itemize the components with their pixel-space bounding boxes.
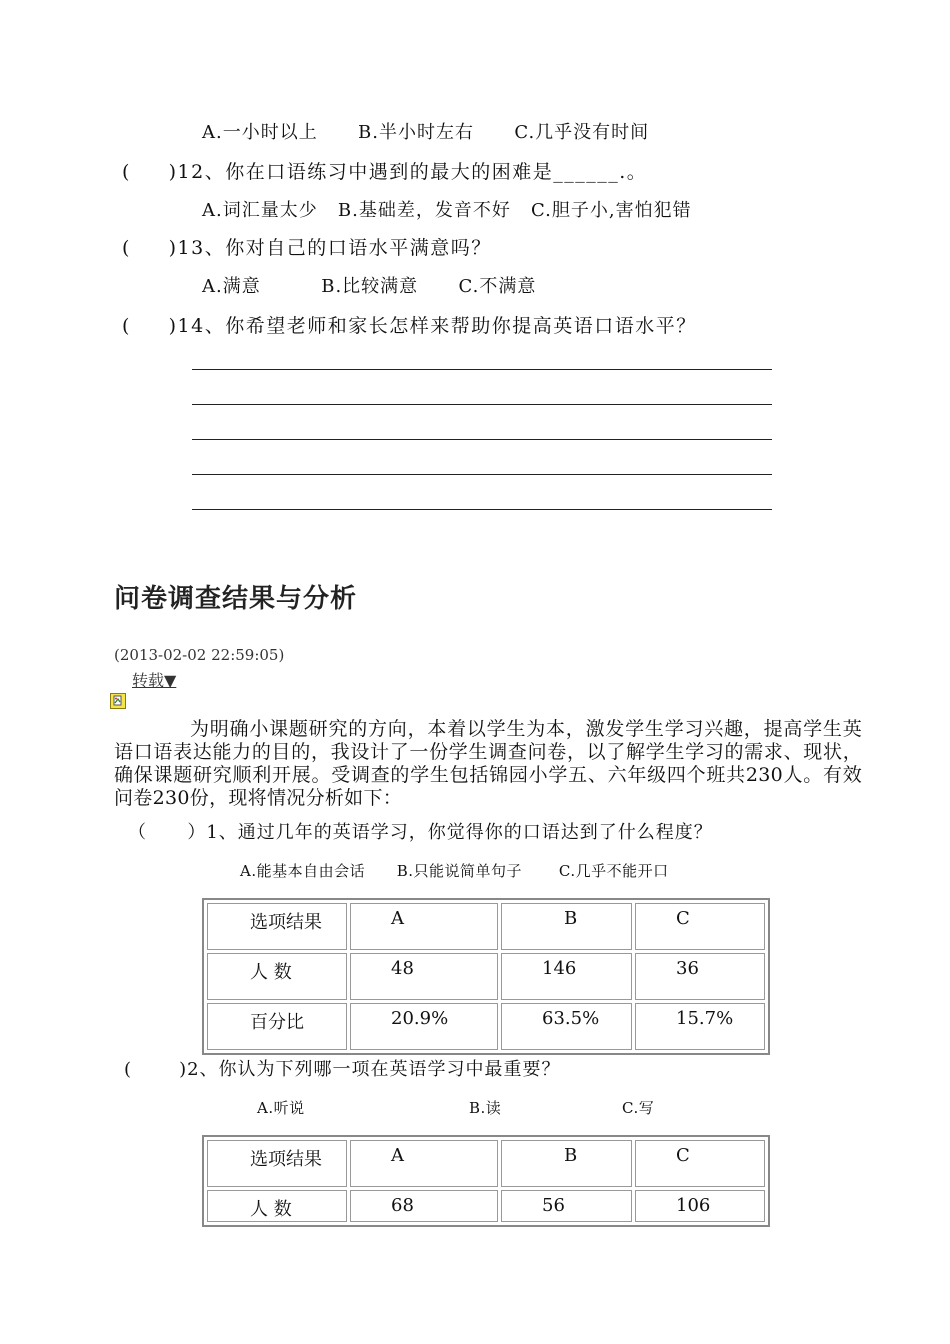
table-cell: 36 (635, 953, 765, 1000)
table-cell: 20.9% (350, 1003, 498, 1050)
table-row (207, 1140, 765, 1187)
article-title: 问卷调查结果与分析 (114, 584, 358, 614)
q12-options: A.词汇量太少 B.基础差，发音不好 C.胆子小,害怕犯错 (202, 200, 692, 221)
table-cell: C (635, 1140, 765, 1187)
q2-results-table (202, 1135, 770, 1227)
table-cell: 106 (635, 1190, 765, 1222)
q13-options: A.满意 B.比较满意 C.不满意 (202, 276, 537, 297)
table-cell: 百分比 (207, 1003, 347, 1050)
table-cell: 人 数 (207, 953, 347, 1000)
q11-options: A.一小时以上 B.半小时左右 C.几乎没有时间 (202, 122, 650, 143)
table-row (207, 1003, 765, 1050)
table-cell: B (501, 1140, 632, 1187)
answer-line (192, 509, 772, 510)
table-cell: 人 数 (207, 1190, 347, 1222)
q2-option-c: C.写 (622, 1099, 655, 1117)
table-row (207, 1190, 765, 1222)
table-cell: 63.5% (501, 1003, 632, 1050)
q2-option-b: B.读 (469, 1099, 502, 1117)
table-cell: 15.7% (635, 1003, 765, 1050)
table-cell: 选项结果 (207, 903, 347, 950)
table-cell: 48 (350, 953, 498, 1000)
result-q1-options: A.能基本自由会话 B.只能说简单句子 C.几乎不能开口 (240, 862, 669, 880)
table-cell: B (501, 903, 632, 950)
article-timestamp: (2013-02-02 22:59:05) (114, 646, 285, 664)
table-cell: 选项结果 (207, 1140, 347, 1187)
intro-paragraph: 为明确小课题研究的方向，本着以学生为本，激发学生学习兴趣，提高学生英语口语表达能力的目的，我设计了一份学生调查问卷，以了解学生学习的需求、现状，确保课题研究顺利开展。受调查的学生包括锦园小学五、六年级四个班共230人。有效问卷230份，现将情况分析如下： (114, 718, 862, 809)
answer-line (192, 369, 772, 370)
answer-line (192, 439, 772, 440)
result-q1-question: （ ）1、通过几年的英语学习，你觉得你的口语达到了什么程度？ (128, 822, 713, 843)
result-q2-question: ( )2、你认为下列哪一项在英语学习中最重要？ (124, 1059, 561, 1080)
broken-image-icon (110, 693, 126, 709)
table-row (207, 953, 765, 1000)
table-cell: 56 (501, 1190, 632, 1222)
q2-option-a: A.听说 (257, 1099, 305, 1117)
table-cell: A (350, 903, 498, 950)
repost-link[interactable]: 转载▼ (132, 671, 177, 690)
table-row (207, 903, 765, 950)
q13-question: ( )13、你对自己的口语水平满意吗？ (122, 237, 492, 259)
table-cell: 146 (501, 953, 632, 1000)
answer-line (192, 474, 772, 475)
table-cell: C (635, 903, 765, 950)
table-cell: 68 (350, 1190, 498, 1222)
table-cell: A (350, 1140, 498, 1187)
q12-question: ( )12、你在口语练习中遇到的最大的困难是______.。 (122, 161, 648, 183)
q1-results-table (202, 898, 770, 1055)
answer-line (192, 404, 772, 405)
q14-question: ( )14、你希望老师和家长怎样来帮助你提高英语口语水平？ (122, 315, 697, 337)
